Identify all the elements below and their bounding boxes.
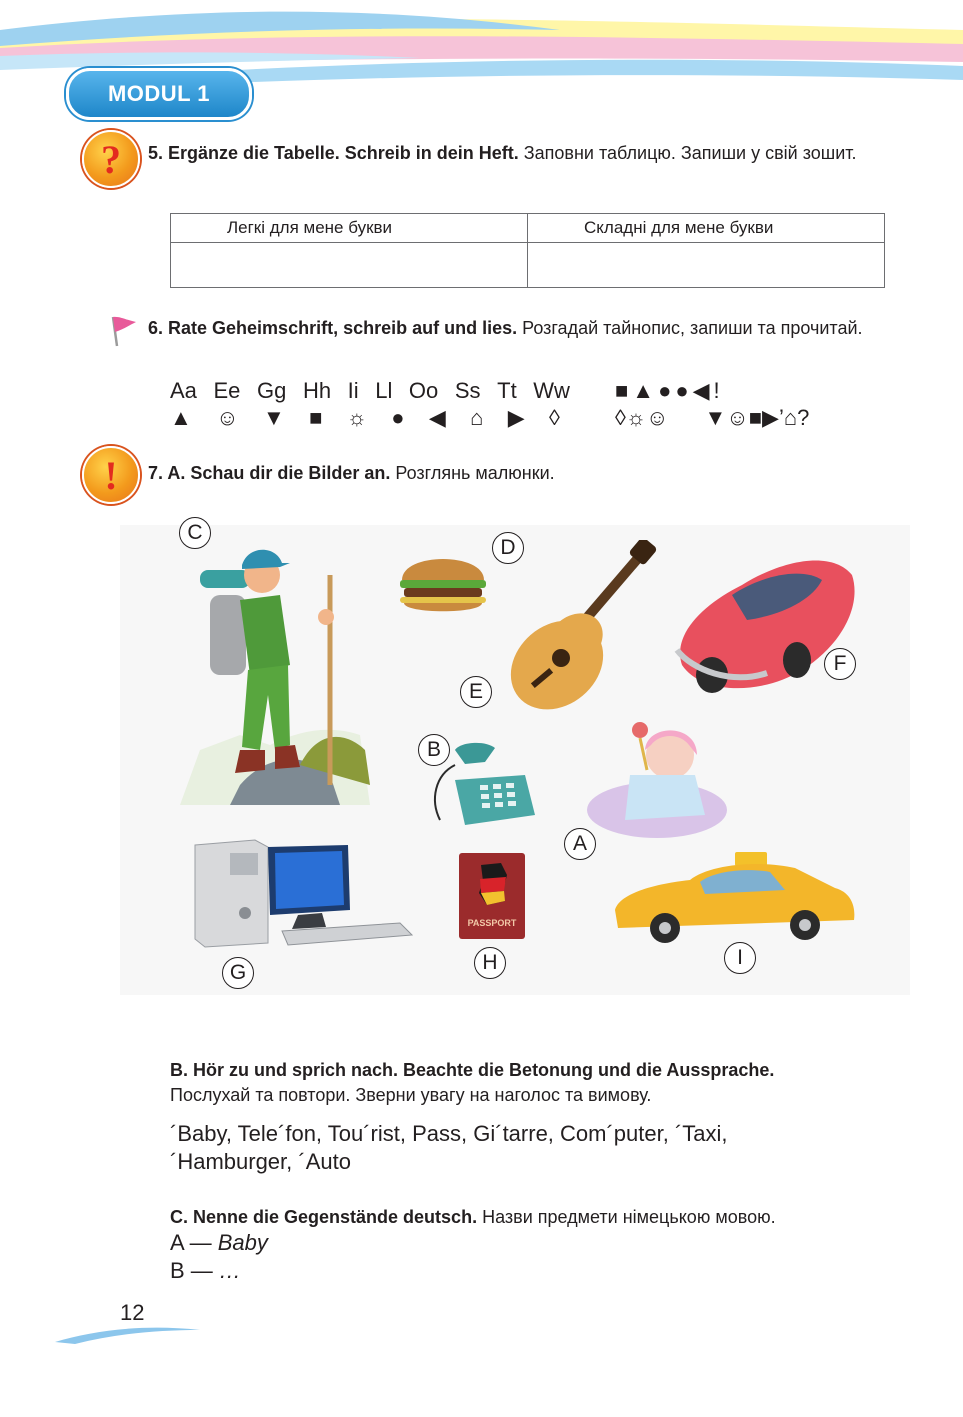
taskc-title: C. Nenne die Gegenstände deutsch. bbox=[170, 1207, 478, 1227]
taskc-text: Назви предмети німецькою мовою. bbox=[477, 1207, 776, 1227]
task5-title: 5. Ergänze die Tabelle. Schreib in dein Heft. bbox=[148, 143, 519, 163]
taskb-words-line1: ´Baby, Tele´fon, Tou´rist, Pass, Gi´tarre, Com´puter, ´Taxi, bbox=[170, 1121, 728, 1146]
cipher-puzzle-line2 bbox=[615, 405, 809, 431]
cipher-letter: Ss bbox=[454, 378, 481, 403]
tourist-illustration bbox=[180, 535, 370, 805]
exclamation-icon: ! bbox=[82, 446, 140, 504]
flag-icon bbox=[106, 314, 140, 348]
task7-text: Розглянь малюнки. bbox=[390, 463, 555, 483]
task5-text: Заповни таблицю. Запиши у свій зошит. bbox=[518, 143, 857, 163]
picture-label-e: E bbox=[460, 676, 492, 708]
table-header-hard: Складні для мене букви bbox=[528, 214, 885, 243]
triangle-up-icon: ▲ bbox=[170, 405, 192, 430]
picture-label-f: F bbox=[824, 648, 856, 680]
cipher-symbols bbox=[170, 405, 560, 431]
cipher-letters bbox=[170, 378, 570, 404]
answer-a-prefix: A — bbox=[170, 1230, 218, 1255]
cipher-letter: Tt bbox=[497, 378, 517, 403]
square-icon: ■ bbox=[309, 405, 323, 430]
task7-title: 7. A. Schau dir die Bilder an. bbox=[148, 463, 391, 483]
task5-table bbox=[170, 213, 885, 288]
circle-icon: ● bbox=[391, 405, 405, 430]
cipher-letter: Oo bbox=[408, 378, 439, 403]
module-label: MODUL 1 bbox=[66, 68, 252, 120]
footer-wave bbox=[55, 1322, 205, 1346]
cipher-letter: Hh bbox=[302, 378, 332, 403]
baby-illustration bbox=[585, 715, 730, 840]
guitar-illustration bbox=[495, 540, 660, 715]
cipher-letter: Ww bbox=[533, 378, 570, 403]
sun-icon: ☼ bbox=[346, 405, 367, 430]
picture-label-h: H bbox=[474, 947, 506, 979]
cipher-puzzle-word2: ▼☺■▶’⌂? bbox=[704, 405, 810, 430]
question-icon: ? bbox=[82, 130, 140, 188]
page-number: 12 bbox=[120, 1300, 145, 1325]
taskb-text: Послухай та повтори. Зверни увагу на наголос та вимову. bbox=[170, 1085, 652, 1105]
table-cell-hard[interactable] bbox=[528, 243, 885, 288]
taxi-illustration bbox=[610, 850, 858, 945]
hamburger-illustration bbox=[396, 548, 490, 618]
cipher-letter: Gg bbox=[257, 378, 287, 403]
cipher-puzzle-word1: ◊☼☺ bbox=[615, 405, 669, 430]
passport-illustration bbox=[459, 853, 525, 939]
task7-instruction bbox=[148, 461, 555, 485]
triangle-right-icon: ▶ bbox=[507, 405, 525, 430]
task6-title: 6. Rate Geheimschrift, schreib auf und lies. bbox=[148, 318, 518, 338]
passport-text: PASSPORT bbox=[467, 918, 517, 928]
answer-b-prefix: B — bbox=[170, 1258, 219, 1283]
triangle-down-icon: ▼ bbox=[262, 405, 285, 430]
cipher-letter: Ll bbox=[375, 378, 393, 403]
picture-label-b: B bbox=[418, 734, 450, 766]
smiley-icon: ☺ bbox=[216, 405, 239, 430]
picture-label-i: I bbox=[724, 942, 756, 974]
task5-instruction bbox=[148, 141, 884, 165]
cipher-letter: Ii bbox=[347, 378, 359, 403]
picture-label-a: A bbox=[564, 828, 596, 860]
task6-instruction bbox=[148, 316, 884, 340]
cipher-letter: Ee bbox=[213, 378, 241, 403]
triangle-left-icon: ◀ bbox=[428, 405, 446, 430]
table-cell-easy[interactable] bbox=[171, 243, 528, 288]
picture-label-d: D bbox=[492, 532, 524, 564]
picture-label-c: C bbox=[179, 517, 211, 549]
computer-illustration bbox=[190, 835, 415, 950]
cipher-letter: Aa bbox=[170, 378, 197, 403]
taskc-answer-b bbox=[170, 1257, 241, 1285]
house-icon: ⌂ bbox=[470, 405, 484, 430]
cipher-puzzle-line1: ■▲●●◀! bbox=[615, 378, 724, 403]
taskb-title: B. Hör zu und sprich nach. Beachte die Betonung und die Aussprache. bbox=[170, 1060, 775, 1080]
answer-a-word: Baby bbox=[217, 1230, 268, 1255]
taskc-instruction bbox=[170, 1205, 890, 1229]
answer-b-word: … bbox=[218, 1258, 241, 1283]
picture-label-g: G bbox=[222, 957, 254, 989]
diamond-icon: ◊ bbox=[549, 405, 560, 430]
task6-text: Розгадай тайнопис, запиши та прочитай. bbox=[517, 318, 863, 338]
taskc-answer-a bbox=[170, 1229, 268, 1257]
table-header-easy: Легкі для мене букви bbox=[171, 214, 528, 243]
red-car-illustration bbox=[672, 545, 862, 705]
germany-map-icon bbox=[459, 853, 525, 913]
taskb-words-line2: ´Hamburger, ´Auto bbox=[170, 1149, 351, 1174]
